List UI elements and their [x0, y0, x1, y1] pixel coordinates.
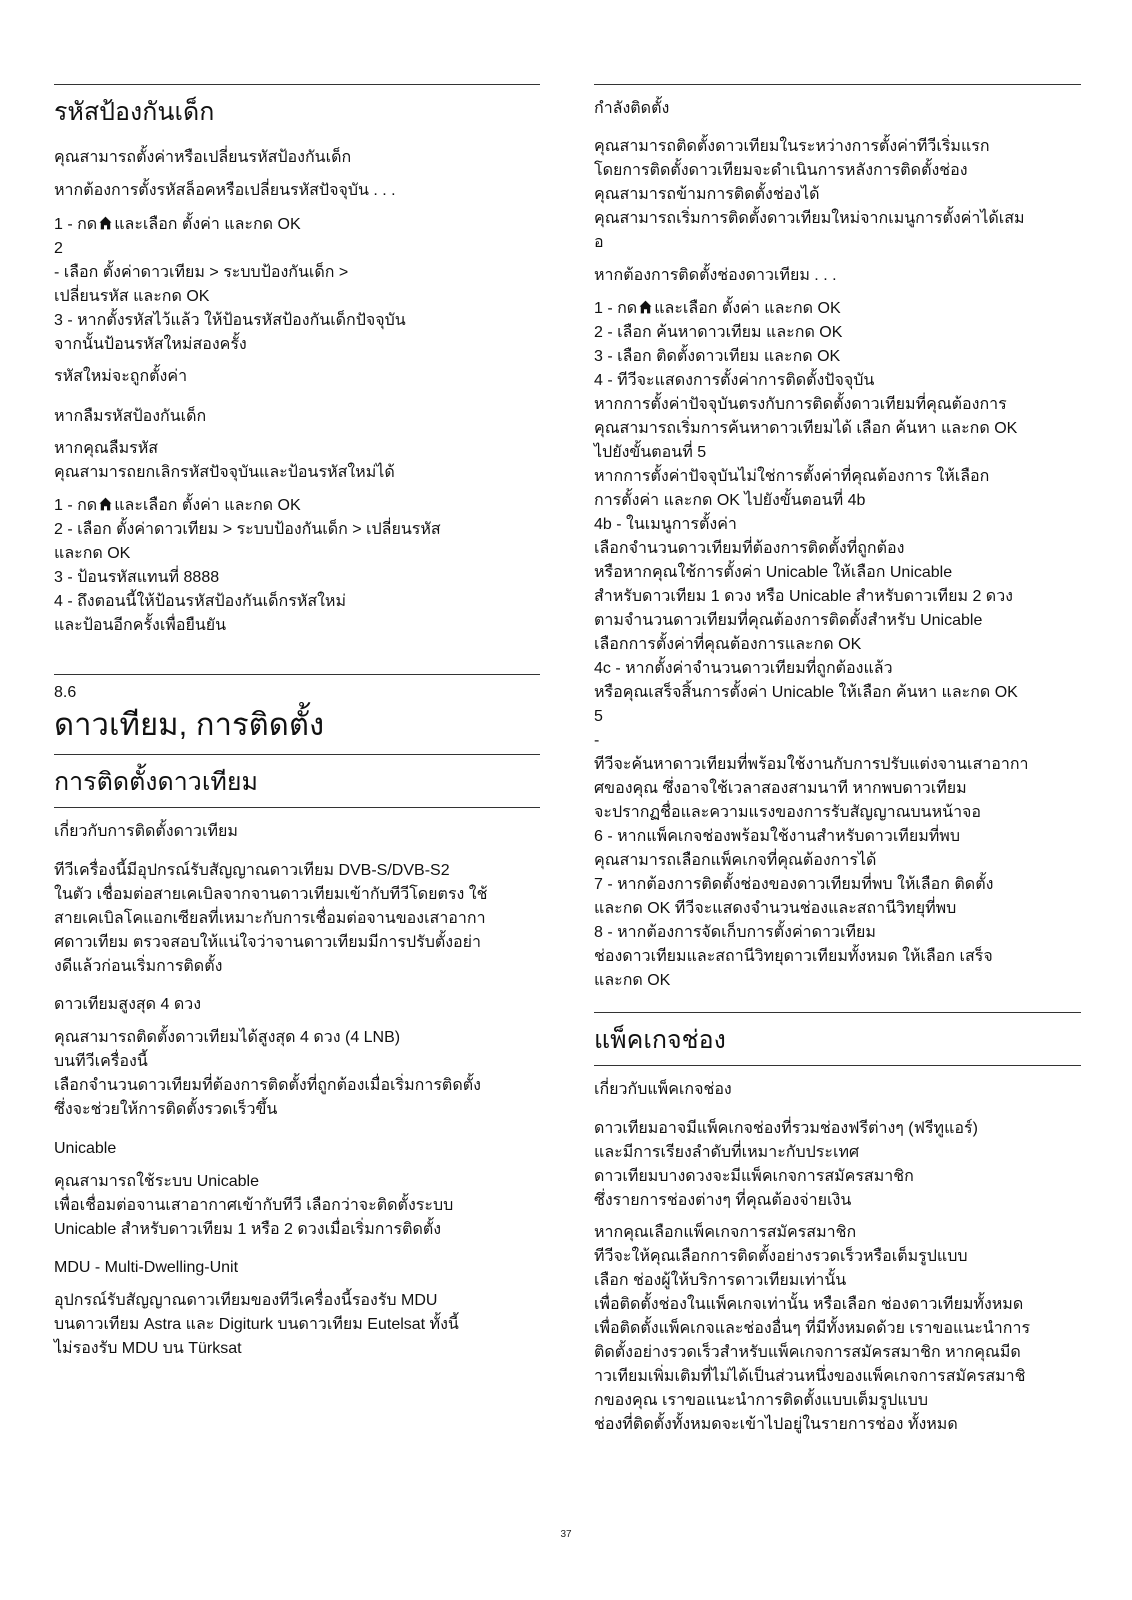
text-line: ซึ่งจะช่วยให้การติดตั้งรวดเร็วขึ้น: [54, 1101, 278, 1118]
text-fragment: และเลือก ตั้งค่า และกด OK: [114, 216, 301, 233]
text-line: อุปกรณ์รับสัญญาณดาวเทียมของทีวีเครื่องนี้รองรับ MDU: [54, 1292, 438, 1309]
paragraph: [594, 264, 1081, 288]
text-line: 5: [594, 708, 603, 725]
text-line: คุณสามารถตั้งค่าหรือเปลี่ยนรหัสป้องกันเด็ก: [54, 149, 352, 166]
paragraph: [594, 135, 1081, 255]
text-line: ทีวีเครื่องนี้มีอุปกรณ์รับสัญญาณดาวเทียม DVB-S/DVB-S2: [54, 862, 450, 879]
text-line: [54, 213, 540, 237]
text-line: ช่องดาวเทียมและสถานีวิทยุดาวเทียมทั้งหมด ให้เลือก เสร็จ: [594, 948, 993, 965]
text-line: ไปยังขั้นตอนที่ 5: [594, 444, 707, 461]
text-line: กของคุณ เราขอแนะนำการติดตั้งแบบเต็มรูปแบบ: [594, 1392, 929, 1409]
text-line: - เลือก ตั้งค่าดาวเทียม > ระบบป้องกันเด็ก >: [54, 264, 349, 281]
text-line: ดาวเทียมสูงสุด 4 ดวง: [54, 996, 202, 1013]
text-line: หรือคุณเสร็จสิ้นการตั้งค่า Unicable ให้เลือก ค้นหา และกด OK: [594, 684, 1018, 701]
text-line: หากคุณลืมรหัส: [54, 440, 159, 457]
text-line: คุณสามารถเริ่มการค้นหาดาวเทียมได้ เลือก ค้นหา และกด OK: [594, 420, 1018, 437]
text-line: หรือหากคุณใช้การตั้งค่า Unicable ให้เลือก Unicable: [594, 564, 953, 581]
paragraph: [594, 1221, 1081, 1437]
text-line: คุณสามารถติดตั้งดาวเทียมในระหว่างการตั้งค่าทีวีเริ่มแรก: [594, 138, 990, 155]
text-line: บนทีวีเครื่องนี้: [54, 1053, 148, 1070]
text-line: อ: [594, 234, 604, 251]
section-heading-channel-packages: แพ็คเกจช่อง: [594, 1026, 726, 1054]
text-line: 8 - หากต้องการจัดเก็บการตั้งค่าดาวเทียม: [594, 924, 876, 941]
text-line: และกด OK ทีวีจะแสดงจำนวนช่องและสถานีวิทยุที่พบ: [594, 900, 957, 917]
text-line: ดาวเทียมบางดวงจะมีแพ็คเกจการสมัครสมาชิก: [594, 1168, 914, 1185]
text-line: -: [594, 732, 600, 749]
text-line: คุณสามารถข้ามการติดตั้งช่องได้: [594, 186, 820, 203]
text-line: 3 - หากตั้งรหัสไว้แล้ว ให้ป้อนรหัสป้องกันเด็กปัจจุบัน: [54, 312, 406, 329]
paragraph: [54, 859, 540, 979]
chapter-number: 8.6: [54, 684, 77, 701]
text-line: กำลังติดตั้ง: [594, 100, 670, 117]
text-line: หากต้องการตั้งรหัสล็อคหรือเปลี่ยนรหัสปัจจุบัน . . .: [54, 182, 396, 199]
text-line: และป้อนอีกครั้งเพื่อยืนยัน: [54, 617, 227, 634]
text-line: 2 - เลือก ตั้งค่าดาวเทียม > ระบบป้องกันเด็ก > เปลี่ยนรหัส: [54, 521, 441, 538]
text-line: [54, 494, 540, 518]
text-line: เลือกการตั้งค่าที่คุณต้องการและกด OK: [594, 636, 862, 653]
section-rule: [594, 1012, 1081, 1013]
text-line: หากคุณเลือกแพ็คเกจการสมัครสมาชิก: [594, 1224, 857, 1241]
text-line: 4 - ถึงตอนนี้ให้ป้อนรหัสป้องกันเด็กรหัสใหม่: [54, 593, 347, 610]
text-line: ทีวีจะค้นหาดาวเทียมที่พร้อมใช้งานกับการปรับแต่งจานเสาอากา: [594, 756, 1029, 773]
steps-list: [594, 297, 1081, 993]
text-line: [594, 297, 1081, 321]
paragraph: [54, 365, 540, 389]
text-fragment: และเลือก ตั้งค่า และกด OK: [654, 300, 841, 317]
text-line: โดยการติดตั้งดาวเทียมจะดำเนินการหลังการติดตั้งช่อง: [594, 162, 968, 179]
paragraph: [594, 1117, 1081, 1213]
text-line: หากการตั้งค่าปัจจุบันตรงกับการติดตั้งดาวเทียมที่คุณต้องการ: [594, 396, 1007, 413]
text-line: คุณสามารถติดตั้งดาวเทียมได้สูงสุด 4 ดวง (4 LNB): [54, 1029, 401, 1046]
text-line: 3 - ป้อนรหัสแทนที่ 8888: [54, 569, 220, 586]
text-fragment: 1 - กด: [594, 300, 638, 317]
section-heading-child-lock: รหัสป้องกันเด็ก: [54, 98, 215, 126]
text-line: สายเคเบิลโคแอกเซียลที่เหมาะกับการเชื่อมต่อจานของเสาอากา: [54, 910, 486, 927]
text-line: และมีการเรียงลำดับที่เหมาะกับประเทศ: [594, 1144, 860, 1161]
text-line: ทีวีจะให้คุณเลือกการติดตั้งอย่างรวดเร็วหรือเต็มรูปแบบ: [594, 1248, 968, 1265]
subheading: [54, 993, 540, 1017]
text-line: ติดตั้งอย่างรวดเร็วสำหรับแพ็คเกจการสมัครสมาชิก หากคุณมีด: [594, 1344, 1021, 1361]
subsection-rule: [594, 1065, 1081, 1066]
text-line: ตามจำนวนดาวเทียมที่คุณต้องการติดตั้งสำหรับ Unicable: [594, 612, 983, 629]
section-heading-satellite-installation: การติดตั้งดาวเทียม: [54, 768, 258, 796]
subheading: [594, 1078, 1081, 1102]
text-line: 2: [54, 240, 63, 257]
steps-list: [54, 213, 540, 357]
text-line: บนดาวเทียม Astra และ Digiturk บนดาวเทียม Eutelsat ทั้งนี้: [54, 1316, 459, 1333]
text-line: ช่องที่ติดตั้งทั้งหมดจะเข้าไปอยู่ในรายการช่อง ทั้งหมด: [594, 1416, 958, 1433]
text-line: คุณสามารถยกเลิกรหัสปัจจุบันและป้อนรหัสใหม่ได้: [54, 464, 395, 481]
steps-list: [54, 494, 540, 638]
text-line: เลือกจำนวนดาวเทียมที่ต้องการติดตั้งที่ถูกต้อง: [594, 540, 905, 557]
paragraph: [54, 1170, 540, 1242]
text-line: 6 - หากแพ็คเกจช่องพร้อมใช้งานสำหรับดาวเทียมที่พบ: [594, 828, 961, 845]
text-line: Unicable: [54, 1140, 117, 1157]
text-line: เลือก ช่องผู้ให้บริการดาวเทียมเท่านั้น: [594, 1272, 847, 1289]
text-line: 4b - ในเมนูการตั้งค่า: [594, 516, 737, 533]
chapter-rule: [54, 674, 540, 675]
text-line: Unicable สำหรับดาวเทียม 1 หรือ 2 ดวงเมื่อเริ่มการติดตั้ง: [54, 1221, 442, 1238]
text-line: 7 - หากต้องการติดตั้งช่องของดาวเทียมที่พบ ให้เลือก ติดตั้ง: [594, 876, 994, 893]
text-line: หากการตั้งค่าปัจจุบันไม่ใช่การตั้งค่าที่คุณต้องการ ให้เลือก: [594, 468, 990, 485]
text-fragment: 1 - กด: [54, 497, 98, 514]
section-rule: [54, 84, 540, 85]
subheading: [54, 1256, 540, 1280]
text-line: และกด OK: [54, 545, 131, 562]
text-line: 4c - หากตั้งค่าจำนวนดาวเทียมที่ถูกต้องแล้ว: [594, 660, 893, 677]
text-line: ซึ่งรายการช่องต่างๆ ที่คุณต้องจ่ายเงิน: [594, 1192, 852, 1209]
home-icon: [639, 300, 652, 314]
text-line: คุณสามารถเลือกแพ็คเกจที่คุณต้องการได้: [594, 852, 877, 869]
text-line: งดีแล้วก่อนเริ่มการติดตั้ง: [54, 958, 223, 975]
text-line: จากนั้นป้อนรหัสใหม่สองครั้ง: [54, 336, 247, 353]
section-rule: [54, 754, 540, 755]
paragraph: [54, 146, 540, 170]
text-line: ศดาวเทียม ตรวจสอบให้แน่ใจว่าจานดาวเทียมมีการปรับตั้งอย่า: [54, 934, 482, 951]
text-line: ไม่รองรับ MDU บน Türksat: [54, 1340, 242, 1357]
chapter-title: ดาวเทียม, การติดตั้ง: [54, 707, 325, 742]
text-line: การตั้งค่า และกด OK ไปยังขั้นตอนที่ 4b: [594, 492, 866, 509]
subsection-rule: [54, 807, 540, 808]
text-fragment: และเลือก ตั้งค่า และกด OK: [114, 497, 301, 514]
subheading: [54, 1137, 540, 1161]
text-line: 3 - เลือก ติดตั้งดาวเทียม และกด OK: [594, 348, 841, 365]
paragraph: [54, 437, 540, 485]
text-line: ในตัว เชื่อมต่อสายเคเบิลจากจานดาวเทียมเข้ากับทีวีโดยตรง ใช้: [54, 886, 488, 903]
subheading: [54, 405, 540, 429]
text-line: ดาวเทียมอาจมีแพ็คเกจช่องที่รวมช่องฟรีต่างๆ (ฟรีทูแอร์): [594, 1120, 978, 1137]
text-line: ศของคุณ ซึ่งอาจใช้เวลาสองสามนาที หากพบดาวเทียม: [594, 780, 967, 797]
text-line: คุณสามารถใช้ระบบ Unicable: [54, 1173, 259, 1190]
text-line: สำหรับดาวเทียม 1 ดวง หรือ Unicable สำหรับดาวเทียม 2 ดวง: [594, 588, 1013, 605]
text-line: หากลืมรหัสป้องกันเด็ก: [54, 408, 207, 425]
text-line: เพื่อติดตั้งแพ็คเกจและช่องอื่นๆ ที่มีทั้งหมดด้วย เราขอแนะนำการ: [594, 1320, 1031, 1337]
text-fragment: 1 - กด: [54, 216, 98, 233]
subheading: [594, 97, 1081, 121]
text-line: จะปรากฏชื่อและความแรงของการรับสัญญาณบนหน้าจอ: [594, 804, 982, 821]
paragraph: [54, 1026, 540, 1122]
section-rule: [594, 84, 1081, 85]
text-line: 2 - เลือก ค้นหาดาวเทียม และกด OK: [594, 324, 843, 341]
home-icon: [99, 216, 112, 230]
text-line: เพื่อเชื่อมต่อจานเสาอากาศเข้ากับทีวี เลือกว่าจะติดตั้งระบบ: [54, 1197, 454, 1214]
home-icon: [99, 497, 112, 511]
page-number: 37: [560, 1529, 572, 1540]
text-line: เลือกจำนวนดาวเทียมที่ต้องการติดตั้งที่ถูกต้องเมื่อเริ่มการติดตั้ง: [54, 1077, 481, 1094]
text-line: เพื่อติดตั้งช่องในแพ็คเกจเท่านั้น หรือเลือก ช่องดาวเทียมทั้งหมด: [594, 1296, 1024, 1313]
subheading: [54, 820, 540, 844]
text-line: เปลี่ยนรหัส และกด OK: [54, 288, 210, 305]
text-line: าวเทียมเพิ่มเติมที่ไม่ได้เป็นส่วนหนึ่งของแพ็คเกจการสมัครสมาชิ: [594, 1368, 1026, 1385]
text-line: หากต้องการติดตั้งช่องดาวเทียม . . .: [594, 267, 837, 284]
text-line: รหัสใหม่จะถูกตั้งค่า: [54, 368, 188, 385]
text-line: และกด OK: [594, 972, 671, 989]
text-line: 4 - ทีวีจะแสดงการตั้งค่าการติดตั้งปัจจุบัน: [594, 372, 875, 389]
paragraph: [54, 1289, 540, 1361]
text-line: MDU - Multi-Dwelling-Unit: [54, 1259, 239, 1276]
text-line: คุณสามารถเริ่มการติดตั้งดาวเทียมใหม่จากเมนูการตั้งค่าได้เสม: [594, 210, 1025, 227]
text-line: เกี่ยวกับแพ็คเกจช่อง: [594, 1081, 732, 1098]
paragraph: [54, 179, 540, 203]
text-line: เกี่ยวกับการติดตั้งดาวเทียม: [54, 823, 238, 840]
